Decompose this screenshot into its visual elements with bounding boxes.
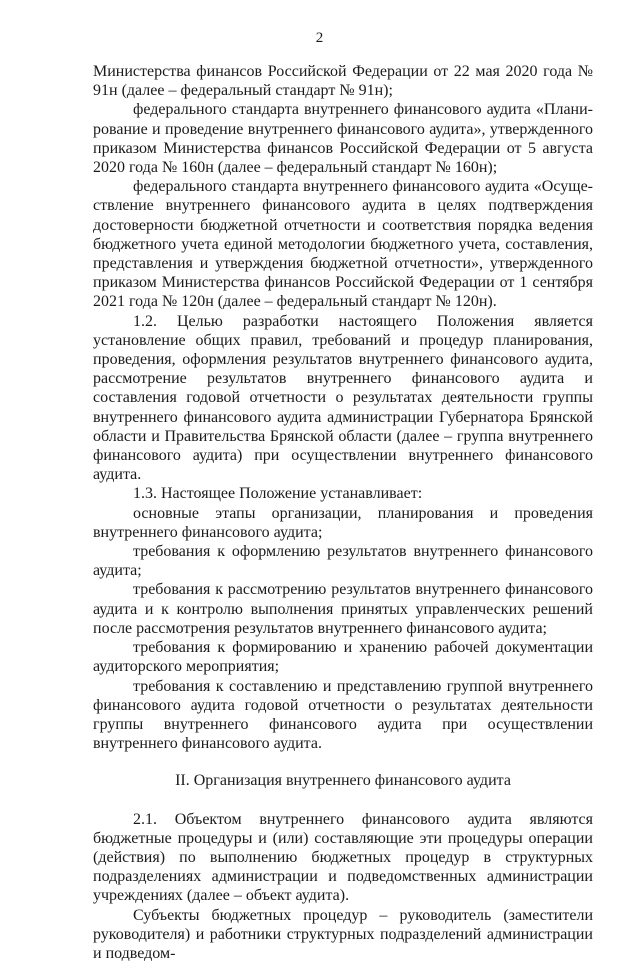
list-item-results: требования к оформлению результатов внутреннего финансового аудита; [93, 543, 593, 580]
list-item-annual-report: требования к составлению и представлению группой внутреннего финансового аудита годовой отчетности о результатах деятельности группы внутреннего финансового аудита при осуществлении внутреннего финансового аудита. [93, 677, 593, 753]
document-body [93, 62, 593, 963]
paragraph-standard-120n: федерального стандарта внутреннего финансового аудита «Осуществление внутреннего финансового аудита в целях подтверждения достоверности бюджетной отчетности и соответствия порядка ведения бюджетного учета единой методологии бюджетного учета, составления, представления и утверждения бюджетной отчетности», утвержденного приказом Министерства финансов Российской Федерации от 1 сентября 2021 года № 120н (далее – федеральный стандарт № 120н). [93, 178, 593, 311]
paragraph-1-3: 1.3. Настоящее Положение устанавливает: [133, 485, 423, 503]
list-item-stages: основные этапы организации, планирования и проведения внутреннего финансового аудита; [93, 504, 593, 541]
paragraph-2-1: 2.1. Объектом внутреннего финансового аудита являются бюджетные процедуры и (или) составляющие эти процедуры операции (действия) по выполнению бюджетных процедур в структурных подразделениях администрации и подведомственных администрации учреждениях (далее – объект аудита). [93, 810, 593, 905]
paragraph-continuation: Министерства финансов Российской Федерации от 22 мая 2020 года № 91н (далее – федеральный стандарт № 91н); [93, 63, 593, 100]
paragraph-subjects: Субъекты бюджетных процедур – руководитель (заместители руководителя) и работники структурных подразделений администрации и подведом- [93, 906, 593, 962]
paragraph-standard-160n: федерального стандарта внутреннего финансового аудита «Планирование и проведение внутреннего финансового аудита», утвержденного приказом Министерства финансов Российской Федерации от 5 августа 2020 года № 160н (далее – федеральный стандарт № 160н); [93, 101, 593, 177]
list-item-review: требования к рассмотрению результатов внутреннего финансового аудита и к контролю выполнения принятых управленческих решений после рассмотрения результатов внутреннего финансового аудита; [93, 581, 593, 637]
paragraph-1-2: 1.2. Целью разработки настоящего Положения является установление общих правил, требований и процедур планирования, проведения, оформления результатов внутреннего финансового аудита, рассмотрение результатов внутреннего финансового аудита и составления годовой отчетности о результатах деятельности группы внутреннего финансового аудита администрации Губернатора Брянской области и Правительства Брянской области (далее – группа внутреннего финансового аудита) при осуществлении внутреннего финансового аудита. [93, 312, 593, 484]
list-item-documentation: требования к формированию и хранению рабочей документации аудиторского мероприятия; [93, 639, 593, 676]
section-heading: II. Организация внутреннего финансового аудита [175, 772, 511, 790]
page-number: 2 [315, 30, 324, 46]
